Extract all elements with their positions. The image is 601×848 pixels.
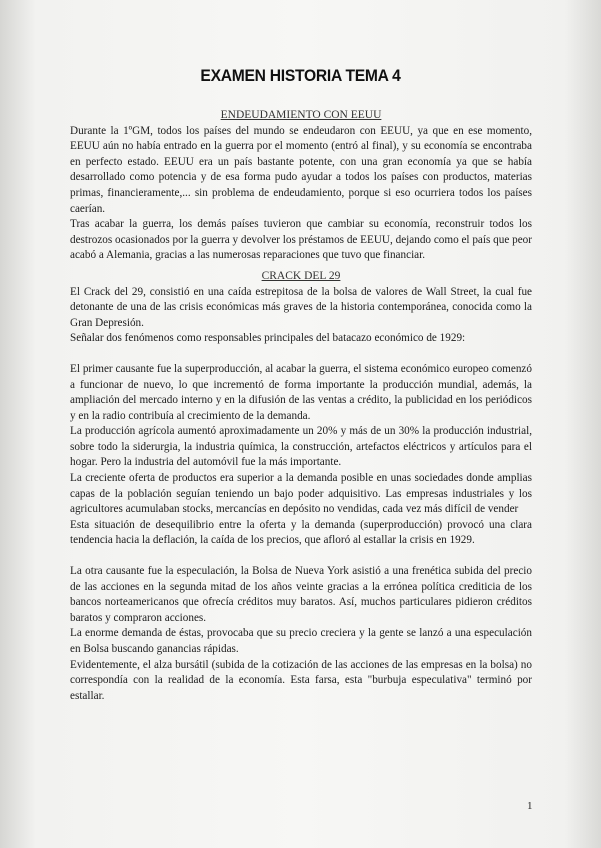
page-number: 1 bbox=[527, 800, 533, 812]
paragraph: Señalar dos fenómenos como responsables principales del batacazo económico de 1929: bbox=[70, 332, 466, 345]
paragraph: Evidentemente, el alza bursátil (subida de la cotización de las acciones de las empresas en la bolsa) no correspondía con la realidad de la economía. Esta farsa, esta "burbuja especulativa" terminó por estallar. bbox=[70, 658, 532, 702]
document-title: EXAMEN HISTORIA TEMA 4 bbox=[200, 66, 401, 85]
paragraph: El Crack del 29, consistió en una caída estrepitosa de la bolsa de valores de Wall Street, la cual fue detonante de una de las crisis económicas más graves de la historia contemporánea, conocida como la Gran Depresión. bbox=[70, 285, 532, 329]
paragraph: La otra causante fue la especulación, la Bolsa de Nueva York asistió a una frenética subida del precio de las acciones en la segunda mitad de los años veinte gracias a la errónea política crediticia de los bancos norteamericanos que ofrecía créditos muy baratos. Así, muchos particulares pidieron créditos baratos y compraron acciones. bbox=[70, 565, 532, 624]
paragraph: Durante la 1ºGM, todos los países del mundo se endeudaron con EEUU, ya que en ese momento, EEUU aún no había entrado en la guerra por el momento (entró al final), y su economía se encontraba en perfecto estado. EEUU era un país bastante potente, con una gran economía ya que se había desarrollado como potencia y de esa forma pudo ayudar a todos los países con productos, materias primas, financieramente,... sin problema de endeudamiento, porque si eso ocurriera todos los países caerían. bbox=[70, 124, 532, 215]
paragraph: El primer causante fue la superproducción, al acabar la guerra, el sistema económico europeo comenzó a funcionar de nuevo, lo que incrementó de forma importante la producción mundial, además, la ampliación del mercado interno y en la difusión de las ventas a crédito, la publicidad en los periódicos y en la radio contribuía al crecimiento de la demanda. bbox=[70, 362, 532, 422]
section-heading-endeudamiento: ENDEUDAMIENTO CON EEUU bbox=[220, 109, 382, 121]
section-heading-crack: CRACK DEL 29 bbox=[261, 269, 341, 282]
paragraph: La producción agrícola aumentó aproximadamente un 20% y más de un 30% la producción industrial, sobre todo la siderurgia, la industria química, la construcción, artefactos eléctricos y artículos para el hogar. Pero la industria del automóvil fue la más importante. bbox=[70, 425, 532, 469]
paragraph: La enorme demanda de éstas, provocaba que su precio creciera y la gente se lanzó a una especulación en Bolsa buscando ganancias rápidas. bbox=[70, 627, 532, 655]
paragraph: Esta situación de desequilibrio entre la oferta y la demanda (superproducción) provocó una clara tendencia hacia la deflación, la caída de los precios, que afloró al estallar la crisis en 1929. bbox=[70, 518, 532, 547]
paragraph: Tras acabar la guerra, los demás países tuvieron que cambiar su economía, reconstruir todos los destrozos ocasionados por la guerra y devolver los préstamos de EEUU, dejando como el país que peor acabó a Alemania, gracias a las numerosas reparaciones que tuvo que financiar. bbox=[70, 218, 532, 262]
document-body bbox=[70, 108, 532, 704]
paragraph: La creciente oferta de productos era superior a la demanda posible en unas sociedades donde amplias capas de la población seguían teniendo un bajo poder adquisitivo. Las empresas industriales y los agricultores acumulaban stocks, mercancías en depósito no vendidas, cada vez más difícil de vender bbox=[70, 472, 532, 516]
